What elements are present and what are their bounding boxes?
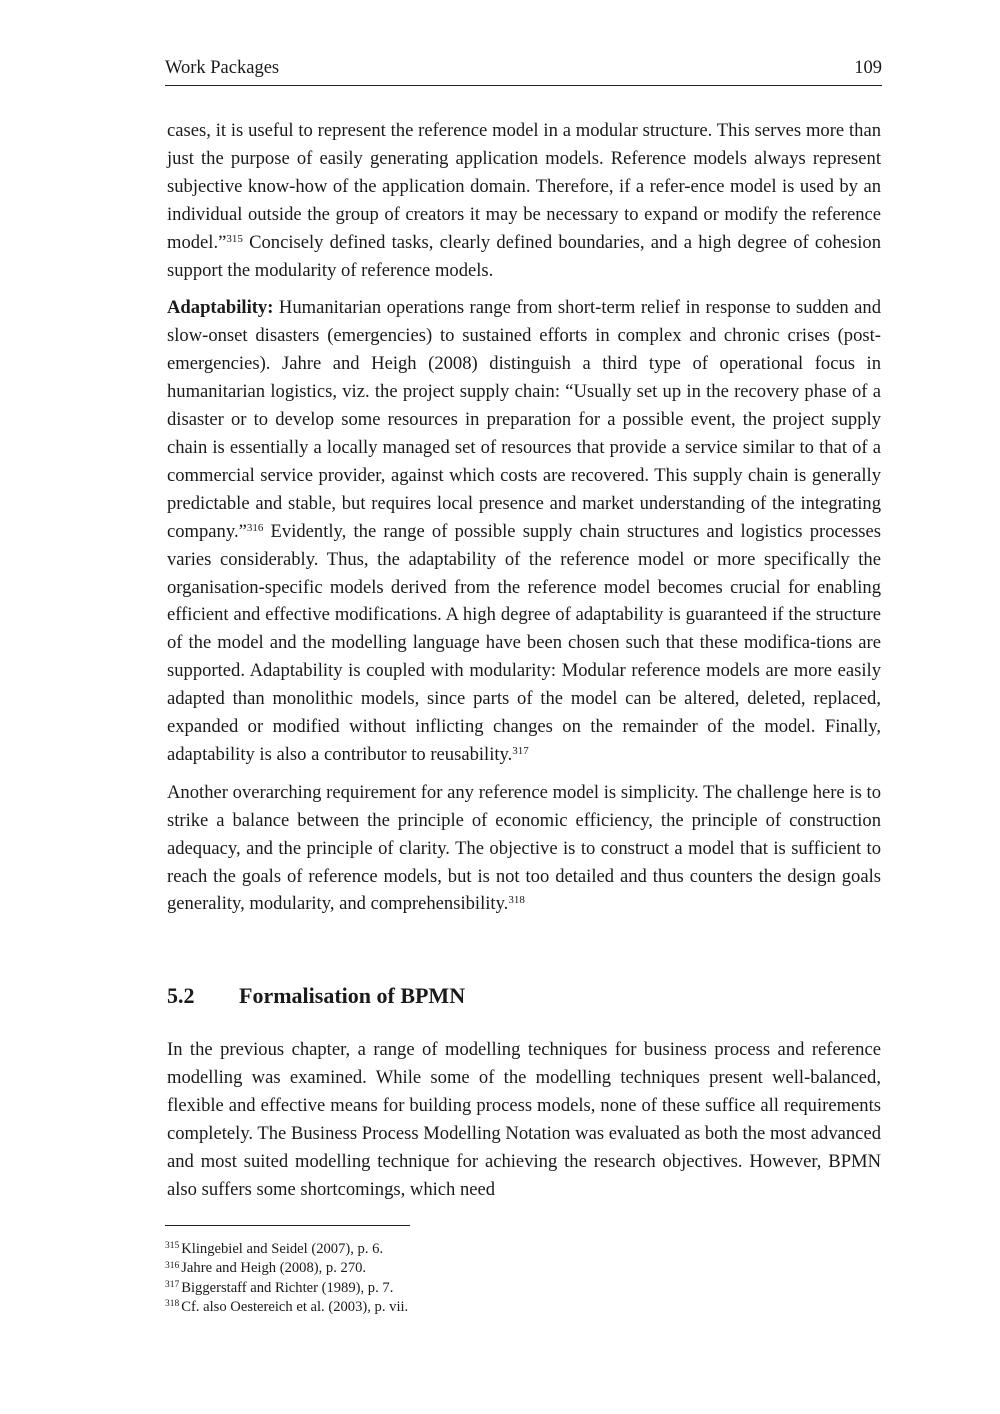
footnote-number: 315: [165, 1241, 180, 1252]
footnote: $^{315}$ Klingebiel and Seidel (2007), p. 6.: [165, 1241, 384, 1257]
footnote-ref: 318: [508, 894, 525, 907]
paragraph-simplicity: Another overarching requirement for any reference model is simplicity. The challenge here is to strike a balance between the principle of economic efficiency, the principle of construction adequacy, and the principle of clarity. The objective is to construct a model that is sufficient to reach the goals of reference models, but is not too detailed and thus counters the design goals generality, modularity, and comprehensibility.$^{318}$: [167, 781, 881, 915]
footnote-ref: 317: [512, 744, 529, 757]
section-number: 5.2: [167, 983, 195, 1008]
footnote: $^{317}$ Biggerstaff and Richter (1989), p. 7.: [165, 1279, 394, 1296]
body-text: [167, 117, 881, 928]
paragraph-modularity: cases, it is useful to represent the reference model in a modular structure. This serves more than just the purpose of easily generating application models. Reference models always represent subjective know-how of the application domain. Therefore, if a refer-ence model is used by an individual outside the group of creators it may be necessary to expand or modify the reference model.”$^{315}$ Concisely defined tasks, clearly defined boundaries, and a high degree of cohesion support the modularity of reference models.: [167, 120, 881, 281]
section-title: Formalisation of BPMN: [239, 983, 466, 1008]
footnote: $^{318}$ Cf. also Oestereich et al. (2003), p. vii.: [165, 1298, 409, 1315]
header-title: Work Packages: [165, 58, 280, 78]
footnote: $^{316}$ Jahre and Heigh (2008), p. 270.: [165, 1260, 367, 1277]
footnote-ref: 315: [226, 232, 243, 245]
paragraph-label: Adaptability:: [167, 297, 274, 319]
running-header: [165, 58, 882, 86]
footnotes: [165, 1240, 882, 1317]
paragraph-adaptability: Adaptability: Humanitarian operations range from short-term relief in response to sudden and slow-onset disasters (emergencies) to sustained efforts in complex and chronic crises (post-emergencies). Jahre and Heigh (2008) distinguish a third type of operational focus in humanitarian logistics, viz. the project supply chain: “Usually set up in the recovery phase of a disaster or to develop some resources in preparation for a possible event, the project supply chain is essentially a locally managed set of resources that provide a service similar to that of a commercial service provider, against which costs are recovered. This supply chain is generally predictable and stable, but requires local presence and market understanding of the integrating company.”$^{316}$ Evidently, the range of possible supply chain structures and logistics processes varies considerably. Thus, the adaptability of the reference model or more specifically the organisation-specific models derived from the reference model becomes crucial for enabling efficient and effective modifications. A high degree of adaptability is guaranteed if the structure of the model and the modelling language have been chosen such that these modifica-tions are supported. Adaptability is coupled with modularity: Modular reference models are more easily adapted than monolithic models, since parts of the model can be altered, deleted, replaced, expanded or modified without inflicting changes on the remainder of the model. Finally, adaptability is also a contributor to reusability.$^{317}$: [167, 297, 881, 765]
footnote-number: 316: [165, 1260, 180, 1271]
footnote-number: 317: [165, 1279, 180, 1290]
section-heading: [167, 983, 881, 1009]
footnote-divider: [165, 1225, 410, 1226]
footnote-ref: 316: [246, 521, 264, 534]
footnote-number: 318: [165, 1299, 180, 1310]
page-number: 109: [854, 58, 882, 78]
section-paragraph: In the previous chapter, a range of modelling techniques for business process and reference modelling was examined. While some of the modelling techniques present well-balanced, flexible and effective means for building process models, none of these suffice all requirements completely. The Business Process Modelling Notation was evaluated as both the most advanced and most suited modelling technique for achieving the research objectives. However, BPMN also suffers some shortcomings, which need: [167, 1039, 881, 1200]
